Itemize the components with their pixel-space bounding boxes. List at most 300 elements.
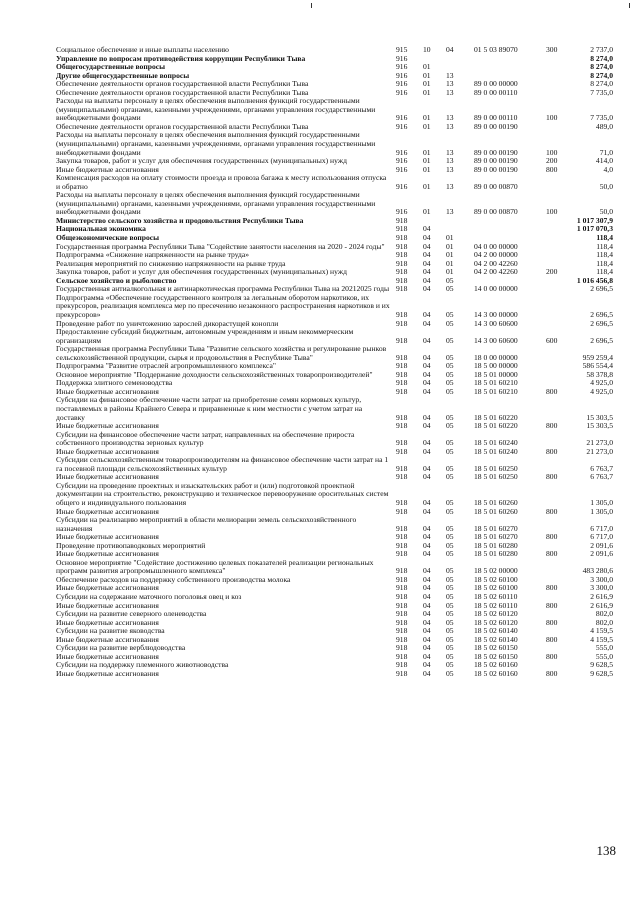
row-section: 04 — [423, 523, 431, 533]
row-name: Сельское хозяйство и рыболовство — [56, 275, 177, 285]
row-grbs: 918 — [396, 284, 408, 294]
row-target-article: 18 5 01 60220 — [474, 412, 518, 422]
row-grbs: 918 — [396, 215, 408, 225]
row-name: Субсидии на финансовое обеспечение части затрат на приобретение семян кормовых культур, поставляемых в районы Крайнего Севера и приравненные к ним местности с учетом затрат на доставку — [56, 395, 363, 422]
row-target-article: 18 5 01 60260 — [474, 506, 518, 516]
row-grbs: 918 — [396, 378, 408, 388]
row-amount: 21 273,0 — [586, 446, 613, 456]
row-name: Иные бюджетные ассигнования — [56, 386, 159, 396]
row-target-article: 14 3 00 60600 — [474, 335, 518, 345]
row-amount: 8 274,0 — [590, 53, 613, 63]
row-amount: 3 300,0 — [590, 583, 613, 593]
row-target-article: 89 0 00 00110 — [474, 113, 518, 123]
row-name: Иные бюджетные ассигнования — [56, 600, 159, 610]
row-section: 04 — [423, 651, 431, 661]
row-section: 04 — [423, 634, 431, 644]
row-target-article: 18 5 02 60100 — [474, 583, 518, 593]
row-name: Иные бюджетные ассигнования — [56, 549, 159, 559]
row-target-article: 14 0 00 00000 — [474, 284, 518, 294]
row-target-article: 18 5 02 60100 — [474, 574, 518, 584]
row-subsection: 05 — [446, 523, 454, 533]
row-expense-type: 100 — [546, 147, 558, 157]
row-amount: 802,0 — [595, 617, 613, 627]
row-subsection: 13 — [446, 164, 454, 174]
row-amount: 2 696,5 — [590, 309, 613, 319]
row-subsection: 05 — [446, 352, 454, 362]
row-section: 04 — [423, 267, 431, 277]
table-row — [56, 294, 616, 320]
row-grbs: 916 — [396, 113, 408, 123]
row-section: 04 — [423, 284, 431, 294]
row-amount: 555,0 — [595, 643, 613, 653]
row-section: 01 — [423, 62, 431, 72]
table-row — [56, 456, 616, 473]
row-section: 04 — [423, 369, 431, 379]
row-subsection: 05 — [446, 421, 454, 431]
row-amount: 414,0 — [595, 156, 613, 166]
row-amount: 7 735,0 — [590, 113, 613, 123]
row-amount: 2 696,5 — [590, 335, 613, 345]
row-subsection: 05 — [446, 497, 454, 507]
row-section: 01 — [423, 147, 431, 157]
table-row — [56, 328, 616, 345]
row-expense-type: 800 — [546, 472, 558, 482]
row-subsection: 05 — [446, 660, 454, 670]
row-section: 01 — [423, 70, 431, 80]
row-subsection: 13 — [446, 181, 454, 191]
row-name: Расходы на выплаты персоналу в целях обеспечения выполнения функций государственными (муниципальными) органами, казенными учреждениями, органами управления государственными внебюджетными фондами — [56, 130, 376, 157]
row-section: 04 — [423, 421, 431, 431]
table-row — [56, 131, 616, 157]
row-amount: 2 696,5 — [590, 318, 613, 328]
row-grbs: 918 — [396, 369, 408, 379]
table-row — [56, 97, 616, 123]
row-subsection: 05 — [446, 574, 454, 584]
row-subsection: 05 — [446, 668, 454, 678]
row-amount: 4,0 — [603, 164, 613, 174]
row-section: 04 — [423, 506, 431, 516]
row-expense-type: 100 — [546, 207, 558, 217]
row-amount: 6 763,7 — [590, 472, 613, 482]
row-expense-type: 200 — [546, 267, 558, 277]
row-amount: 8 274,0 — [590, 62, 613, 72]
row-name: Субсидии сельскохозяйственным товаропроизводителям на финансовое обеспечение части затрат на 1 га посевной площади сельскохозяйственных культур — [56, 455, 389, 473]
row-amount: 4 925,0 — [590, 378, 613, 388]
row-target-article: 89 0 00 00190 — [474, 121, 518, 131]
row-name: Иные бюджетные ассигнования — [56, 634, 159, 644]
row-grbs: 916 — [396, 87, 408, 97]
row-amount: 6 717,0 — [590, 532, 613, 542]
table-row — [56, 174, 616, 191]
row-subsection: 13 — [446, 156, 454, 166]
row-amount: 8 274,0 — [590, 79, 613, 89]
row-section: 04 — [423, 361, 431, 371]
row-subsection: 13 — [446, 207, 454, 217]
row-section: 04 — [423, 583, 431, 593]
row-target-article: 18 5 01 60250 — [474, 472, 518, 482]
row-name: Общегосударственные вопросы — [56, 62, 166, 72]
row-name: Субсидии на развитие верблюдоводства — [56, 643, 186, 653]
row-section: 01 — [423, 121, 431, 131]
row-name: Поддержка элитного семеноводства — [56, 378, 173, 388]
row-expense-type: 800 — [546, 600, 558, 610]
row-name: Подпрограмма "Развитие отраслей агропромышленного комплекса" — [56, 361, 276, 371]
row-section: 04 — [423, 463, 431, 473]
row-section: 04 — [423, 574, 431, 584]
row-grbs: 918 — [396, 233, 408, 243]
row-section: 04 — [423, 540, 431, 550]
row-section: 04 — [423, 386, 431, 396]
row-name: Субсидии на развитие северного оленеводства — [56, 609, 207, 619]
row-subsection: 01 — [446, 267, 454, 277]
row-expense-type: 800 — [546, 617, 558, 627]
row-expense-type: 200 — [546, 156, 558, 166]
row-subsection: 01 — [446, 258, 454, 268]
row-grbs: 918 — [396, 224, 408, 234]
row-section: 04 — [423, 258, 431, 268]
row-expense-type: 800 — [546, 549, 558, 559]
row-grbs: 915 — [396, 45, 408, 54]
row-target-article: 04 0 00 00000 — [474, 241, 518, 251]
row-section: 04 — [423, 566, 431, 576]
row-grbs: 916 — [396, 62, 408, 72]
row-amount: 2 091,6 — [590, 549, 613, 559]
table-row — [56, 396, 616, 422]
row-target-article: 18 5 02 60140 — [474, 626, 518, 636]
row-target-article: 18 5 02 00000 — [474, 566, 518, 576]
row-section: 04 — [423, 549, 431, 559]
row-target-article: 18 5 02 60110 — [474, 600, 518, 610]
row-section: 04 — [423, 275, 431, 285]
row-grbs: 918 — [396, 532, 408, 542]
row-subsection: 05 — [446, 506, 454, 516]
row-expense-type: 800 — [546, 668, 558, 678]
row-name: Государственная антиалкогольная и антинаркотическая программа Республики Тыва на 20212025 годы — [56, 284, 390, 294]
table-row — [56, 431, 616, 448]
row-subsection: 05 — [446, 549, 454, 559]
row-grbs: 918 — [396, 660, 408, 670]
row-grbs: 918 — [396, 566, 408, 576]
table-row — [56, 559, 616, 576]
row-subsection: 05 — [446, 438, 454, 448]
row-name: Управление по вопросам противодействия коррупции Республики Тыва — [56, 53, 306, 63]
row-amount: 586 554,4 — [582, 361, 613, 371]
row-section: 04 — [423, 643, 431, 653]
row-subsection: 05 — [446, 592, 454, 601]
row-subsection: 05 — [446, 446, 454, 456]
row-target-article: 18 5 02 60160 — [474, 660, 518, 670]
row-grbs: 916 — [396, 207, 408, 217]
row-name: Расходы на выплаты персоналу в целях обеспечения выполнения функций государственными (муниципальными) органами, казенными учреждениями, органами управления государственными внебюджетными фондами — [56, 190, 376, 217]
row-subsection: 05 — [446, 369, 454, 379]
row-amount: 58 378,8 — [586, 369, 613, 379]
row-section: 04 — [423, 378, 431, 388]
row-amount: 4 159,5 — [590, 634, 613, 644]
row-section: 04 — [423, 438, 431, 448]
row-subsection: 05 — [446, 361, 454, 371]
row-name: Закупка товаров, работ и услуг для обеспечения государственных (муниципальных) нужд — [56, 156, 347, 166]
row-grbs: 916 — [396, 79, 408, 89]
row-section: 04 — [423, 446, 431, 456]
row-name: Другие общегосударственные вопросы — [56, 70, 190, 80]
row-subsection: 05 — [446, 472, 454, 482]
row-target-article: 89 0 00 00000 — [474, 79, 518, 89]
row-grbs: 916 — [396, 147, 408, 157]
row-grbs: 918 — [396, 497, 408, 507]
row-expense-type: 100 — [546, 113, 558, 123]
row-subsection: 05 — [446, 463, 454, 473]
row-subsection: 05 — [446, 309, 454, 319]
row-grbs: 918 — [396, 335, 408, 345]
row-grbs: 918 — [396, 250, 408, 260]
row-subsection: 13 — [446, 87, 454, 97]
row-section: 01 — [423, 181, 431, 191]
row-amount: 15 303,5 — [586, 412, 613, 422]
row-grbs: 918 — [396, 472, 408, 482]
row-subsection: 01 — [446, 250, 454, 260]
row-grbs: 918 — [396, 241, 408, 251]
row-section: 04 — [423, 335, 431, 345]
table-row — [56, 670, 616, 679]
row-name: Обеспечение расходов на поддержку собственного производства молока — [56, 574, 291, 584]
row-grbs: 918 — [396, 617, 408, 627]
row-amount: 802,0 — [595, 609, 613, 619]
row-section: 01 — [423, 87, 431, 97]
row-grbs: 918 — [396, 438, 408, 448]
row-section: 01 — [423, 113, 431, 123]
row-grbs: 918 — [396, 583, 408, 593]
row-name: Иные бюджетные ассигнования — [56, 583, 159, 593]
row-target-article: 18 5 02 60140 — [474, 634, 518, 644]
row-name: Иные бюджетные ассигнования — [56, 421, 159, 431]
row-target-article: 18 5 01 60250 — [474, 463, 518, 473]
row-section: 10 — [423, 45, 431, 54]
table-row — [56, 482, 616, 508]
row-amount: 8 274,0 — [590, 70, 613, 80]
row-expense-type: 800 — [546, 446, 558, 456]
row-subsection: 13 — [446, 70, 454, 80]
table-row — [56, 345, 616, 362]
row-subsection: 05 — [446, 651, 454, 661]
row-name: Государственная программа Республики Тыва "Развитие сельского хозяйства и регулирование рынков сельскохозяйственной продукции, сырья и продовольствия в Республике Тыва" — [56, 344, 387, 362]
row-expense-type: 800 — [546, 532, 558, 542]
row-target-article: 18 5 01 00000 — [474, 369, 518, 379]
row-amount: 118,4 — [596, 267, 613, 277]
row-amount: 21 273,0 — [586, 438, 613, 448]
row-name: Основное мероприятие "Содействие достижению целевых показателей реализации региональных программ развития агропромышленного комплекса" — [56, 557, 374, 576]
row-name: Субсидии на содержание маточного поголовья овец и коз — [56, 592, 242, 601]
row-amount: 118,4 — [596, 250, 613, 260]
row-amount: 118,4 — [596, 241, 613, 251]
row-grbs: 918 — [396, 421, 408, 431]
row-section: 01 — [423, 207, 431, 217]
row-grbs: 918 — [396, 309, 408, 319]
row-name: Иные бюджетные ассигнования — [56, 446, 159, 456]
row-grbs: 918 — [396, 361, 408, 371]
row-grbs: 916 — [396, 121, 408, 131]
row-expense-type: 800 — [546, 583, 558, 593]
row-subsection: 05 — [446, 335, 454, 345]
row-amount: 1 017 307,9 — [576, 215, 613, 225]
row-subsection: 05 — [446, 600, 454, 610]
row-section: 01 — [423, 79, 431, 89]
row-target-article: 14 3 00 60600 — [474, 318, 518, 328]
row-grbs: 918 — [396, 318, 408, 328]
row-name: Иные бюджетные ассигнования — [56, 506, 159, 516]
row-amount: 4 925,0 — [590, 386, 613, 396]
budget-table — [56, 46, 616, 678]
row-name: Государственная программа Республики Тыва "Содействие занятости населения на 2020 - 2024 годы" — [56, 241, 385, 251]
row-target-article: 18 5 02 60150 — [474, 651, 518, 661]
row-subsection: 01 — [446, 241, 454, 251]
row-name: Подпрограмма «Обеспечение государственного контроля за легальным оборотом наркотиков, их прекурсоров, реализация комплекса мер по пресечению незаконного распространения наркотиков и их прекурсоров» — [56, 292, 390, 319]
row-expense-type: 800 — [546, 506, 558, 516]
scan-mark — [311, 3, 312, 8]
row-section: 04 — [423, 233, 431, 243]
row-subsection: 13 — [446, 147, 454, 157]
row-amount: 15 303,5 — [586, 421, 613, 431]
row-target-article: 18 5 01 60240 — [474, 446, 518, 456]
row-name: Иные бюджетные ассигнования — [56, 164, 159, 174]
row-grbs: 918 — [396, 267, 408, 277]
row-target-article: 89 0 00 00110 — [474, 87, 518, 97]
row-section: 04 — [423, 309, 431, 319]
row-name: Субсидии на реализацию мероприятий в области мелиорации земель сельскохозяйственного назначения — [56, 515, 357, 533]
row-grbs: 918 — [396, 446, 408, 456]
row-section: 01 — [423, 164, 431, 174]
row-section: 04 — [423, 412, 431, 422]
row-name: Подпрограмма «Снижение напряженности на рынке труда» — [56, 250, 250, 260]
row-target-article: 04 2 00 00000 — [474, 250, 518, 260]
row-target-article: 04 2 00 42260 — [474, 258, 518, 268]
row-subsection: 05 — [446, 275, 454, 285]
row-grbs: 916 — [396, 164, 408, 174]
row-grbs: 918 — [396, 506, 408, 516]
row-amount: 2 616,9 — [590, 592, 613, 601]
row-target-article: 18 5 01 60270 — [474, 523, 518, 533]
row-expense-type: 800 — [546, 651, 558, 661]
row-subsection: 05 — [446, 634, 454, 644]
row-target-article: 18 5 01 60210 — [474, 378, 518, 388]
row-grbs: 918 — [396, 412, 408, 422]
row-subsection: 13 — [446, 113, 454, 123]
row-target-article: 18 5 02 60110 — [474, 592, 518, 601]
row-target-article: 18 5 00 00000 — [474, 361, 518, 371]
row-target-article: 89 0 00 00190 — [474, 147, 518, 157]
row-expense-type: 300 — [546, 45, 558, 54]
row-subsection: 05 — [446, 532, 454, 542]
row-target-article: 18 5 02 60160 — [474, 668, 518, 678]
row-section: 01 — [423, 156, 431, 166]
row-name: Обеспечение деятельности органов государственной власти Республики Тыва — [56, 87, 309, 97]
row-section: 04 — [423, 497, 431, 507]
row-grbs: 918 — [396, 626, 408, 636]
row-section: 04 — [423, 352, 431, 362]
row-section: 04 — [423, 250, 431, 260]
row-grbs: 918 — [396, 258, 408, 268]
row-target-article: 89 0 00 00190 — [474, 156, 518, 166]
row-expense-type: 800 — [546, 634, 558, 644]
row-target-article: 89 0 00 00870 — [474, 181, 518, 191]
row-target-article: 18 5 02 60120 — [474, 617, 518, 627]
row-amount: 555,0 — [595, 651, 613, 661]
row-amount: 6 717,0 — [590, 523, 613, 533]
row-section: 04 — [423, 241, 431, 251]
row-name: Проведение работ по уничтожению зарослей дикорастущей конопли — [56, 318, 279, 328]
row-grbs: 918 — [396, 574, 408, 584]
row-subsection: 05 — [446, 643, 454, 653]
row-grbs: 918 — [396, 634, 408, 644]
row-amount: 2 737,0 — [590, 45, 613, 54]
table-row — [56, 516, 616, 533]
row-amount: 71,0 — [599, 147, 613, 157]
row-grbs: 916 — [396, 181, 408, 191]
row-target-article: 18 5 01 60210 — [474, 386, 518, 396]
row-section: 04 — [423, 609, 431, 619]
row-grbs: 916 — [396, 70, 408, 80]
row-target-article: 14 3 00 00000 — [474, 309, 518, 319]
row-amount: 2 696,5 — [590, 284, 613, 294]
row-section: 04 — [423, 592, 431, 601]
page-number: 138 — [596, 843, 616, 858]
row-grbs: 918 — [396, 463, 408, 473]
row-grbs: 918 — [396, 386, 408, 396]
row-target-article: 18 5 01 60270 — [474, 532, 518, 542]
row-amount: 6 763,7 — [590, 463, 613, 473]
row-subsection: 05 — [446, 386, 454, 396]
row-expense-type: 600 — [546, 335, 558, 345]
row-amount: 483 280,6 — [582, 566, 613, 576]
row-target-article: 18 5 01 60260 — [474, 497, 518, 507]
row-target-article: 18 5 01 60280 — [474, 540, 518, 550]
row-section: 04 — [423, 600, 431, 610]
row-subsection: 01 — [446, 233, 454, 243]
row-target-article: 18 5 02 60150 — [474, 643, 518, 653]
row-subsection: 13 — [446, 79, 454, 89]
row-name: Компенсация расходов на оплату стоимости проезда и провоза багажа к месту использования отпуска и обратно — [56, 173, 387, 191]
row-name: Предоставление субсидий бюджетным, автономным учреждениям и иным некоммерческим организациям — [56, 327, 354, 345]
row-name: Иные бюджетные ассигнования — [56, 472, 159, 482]
row-name: Иные бюджетные ассигнования — [56, 668, 159, 678]
row-amount: 489,0 — [595, 121, 613, 131]
row-section: 04 — [423, 617, 431, 627]
row-expense-type: 800 — [546, 386, 558, 396]
row-name: Иные бюджетные ассигнования — [56, 651, 159, 661]
row-name: Субсидии на поддержку племенного животноводства — [56, 660, 229, 670]
row-name: Основное мероприятие "Поддержание доходности сельскохозяйственных товаропроизводителей" — [56, 369, 373, 379]
row-grbs: 918 — [396, 600, 408, 610]
row-expense-type: 800 — [546, 164, 558, 174]
row-section: 04 — [423, 532, 431, 542]
row-section: 04 — [423, 224, 431, 234]
row-subsection: 05 — [446, 583, 454, 593]
table-row — [56, 191, 616, 217]
row-subsection: 05 — [446, 617, 454, 627]
row-name: Иные бюджетные ассигнования — [56, 532, 159, 542]
row-subsection: 13 — [446, 121, 454, 131]
row-amount: 9 628,5 — [590, 668, 613, 678]
row-amount: 2 091,6 — [590, 540, 613, 550]
row-subsection: 04 — [446, 45, 454, 54]
row-name: Министерство сельского хозяйства и продовольствия Республики Тыва — [56, 215, 304, 225]
row-amount: 50,0 — [599, 207, 613, 217]
row-name: Закупка товаров, работ и услуг для обеспечения государственных (муниципальных) нужд — [56, 267, 347, 277]
row-target-article: 89 0 00 00190 — [474, 164, 518, 174]
row-name: Субсидии на проведение проектных и изыскательских работ и (или) подготовкой проектной документации на строительство, реконструкцию и техническое перевооружение оросительных систем общего и индивидуального пользования — [56, 480, 389, 507]
row-amount: 50,0 — [599, 181, 613, 191]
row-amount: 1 016 456,8 — [576, 275, 613, 285]
row-name: Проведение противопаводковых мероприятий — [56, 540, 206, 550]
